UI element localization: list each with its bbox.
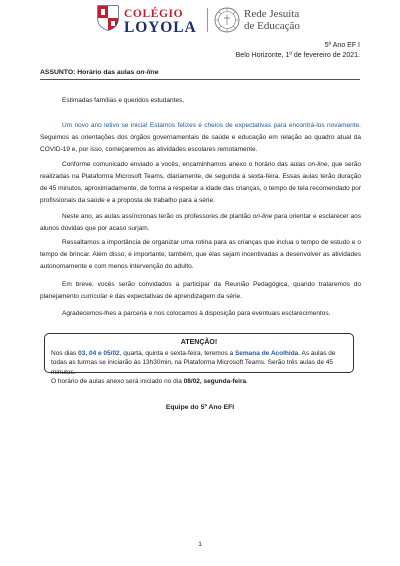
- subject-italic: on-line: [136, 69, 159, 76]
- page-number: 1: [198, 541, 202, 548]
- paragraph-3-b: para orientar e esclarecer aos alunos dúvidas que por acaso surjam.: [40, 213, 362, 232]
- signature: Equipe do 5º Ano EFI: [165, 404, 235, 411]
- attention-notice-box: [44, 333, 354, 385]
- notice-event: Semana de Acolhida: [234, 349, 299, 357]
- notice-start-date: 08/02, segunda-feira: [183, 378, 247, 385]
- subject-line: [40, 69, 158, 76]
- paragraph-3-a: Neste ano, as aulas assíncronas terão os professores de plantão: [62, 213, 253, 220]
- letter-date: Belo Horizonte, 1º de fevereiro de 2021.: [235, 52, 360, 59]
- brand-line1: COLÉGIO: [124, 8, 184, 20]
- paragraph-1: [40, 120, 361, 156]
- jesuit-network-seal-icon: [214, 7, 240, 33]
- paragraph-2-a: Conforme comunicado enviado a vocês, encaminhamos anexo o horário das aulas: [62, 161, 308, 168]
- paragraph-6: Agradecemos-lhes a parceria e nos colocamos à disposição para eventuais esclarecimentos.: [62, 310, 331, 317]
- notice-line2: [51, 377, 347, 387]
- paragraph-2-b: , que serão realizadas na Plataforma Microsoft Teams, diariamente, de segunda a sexta-feira. Essas aulas terão duração de 45 minutos, aproximadamente, de forma a respeitar a idade das crianças, o tempo de tela recomendado por profissionais da saúde e a proposta de trabalho para a série.: [40, 161, 362, 204]
- notice-l2-b: .: [246, 378, 248, 385]
- paragraph-4: Ressaltamos a importância de organizar uma rotina para as crianças que inclua o tempo de estudo e o tempo de brincar. Além disso, é importante, também, que elas sejam incentivadas a desenvolver as atividades autonomamente e com menos intervenção do adulto.: [40, 239, 361, 270]
- subject-text: Horário das aulas: [77, 69, 135, 76]
- notice-l1-a: Nos dias: [51, 349, 79, 357]
- header-divider: [207, 8, 208, 32]
- notice-l1-b: , quarta, quinta e sexta-feira, teremos a: [119, 349, 235, 357]
- subject-rule: [40, 79, 360, 80]
- paragraph-1-rest: Seguimos as orientações dos órgãos governamentais de saúde e educação em relação ao quadro atual da COVID-19 e, por isso, começaremos as atividades escolares remotamente.: [40, 134, 361, 153]
- notice-line1: [51, 349, 347, 378]
- network-line2: de Educação: [244, 20, 300, 32]
- grade-label: 5º Ano EF I: [324, 42, 360, 49]
- paragraph-5: Em breve, vocês serão convidados a participar da Reunião Pedagógica, quando trataremos do planejamento curricular e das expectativas de aprendizagem da série.: [40, 281, 361, 300]
- loyola-shield-icon: [97, 5, 119, 31]
- paragraph-3: [40, 211, 361, 235]
- subject-label: ASSUNTO:: [40, 69, 76, 76]
- notice-days: 03, 04 e 05/02: [78, 349, 120, 357]
- paragraph-1-highlight: Um novo ano letivo se inicia! Estamos felizes e cheios de expectativas para encontrá-los novamente.: [62, 122, 361, 129]
- notice-l2-a: O horário de aulas anexo será iniciado no dia: [51, 378, 184, 385]
- paragraph-2-italic: on-line: [307, 161, 328, 168]
- greeting: Estimadas famílias e queridos estudantes,: [62, 97, 185, 104]
- notice-title: ATENÇÃO!: [180, 339, 218, 346]
- brand-line2: LOYOLA: [124, 19, 197, 36]
- network-line1: Rede Jesuíta: [244, 8, 300, 20]
- notice-l1-c: . As aulas de todas as turmas se iniciarão às 13h30min, na Plataforma Microsoft Teams. Serão três aulas de 45 minutos.: [51, 349, 336, 376]
- paragraph-3-italic: on-line: [252, 213, 273, 220]
- paragraph-2: [40, 159, 361, 207]
